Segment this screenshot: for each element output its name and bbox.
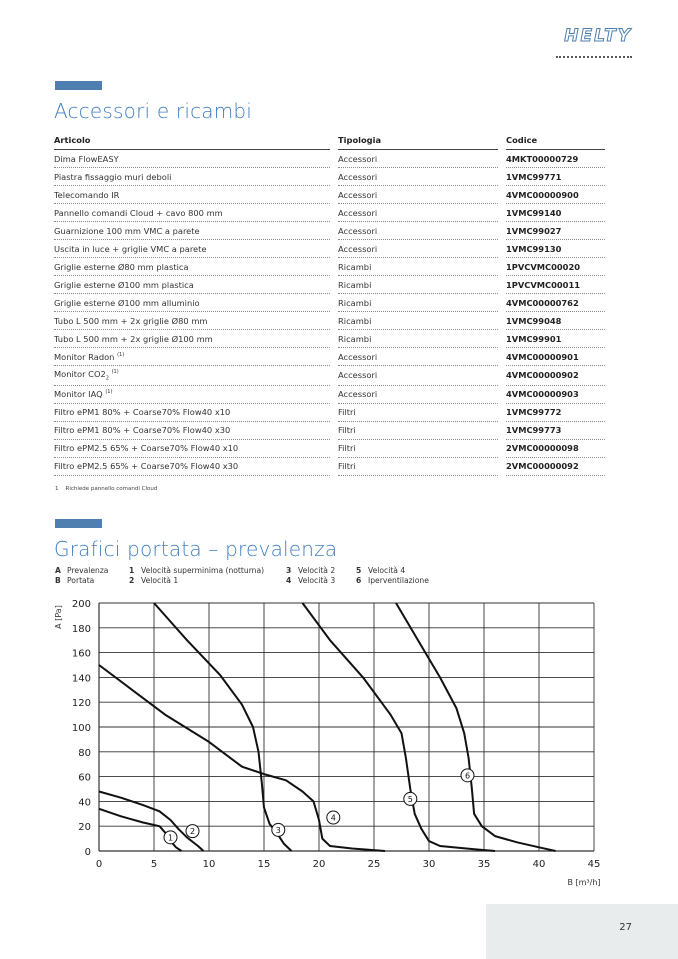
cell-type: Accessori [338, 348, 498, 366]
y-axis-label: A [Pa] [54, 605, 63, 629]
cell-type: Accessori [338, 150, 498, 168]
table-row [54, 204, 605, 222]
section-accent-bar-2 [55, 519, 102, 528]
cell-type: Accessori [338, 385, 498, 403]
cell-type: Accessori [338, 204, 498, 222]
table-header-row [54, 133, 605, 150]
series-label-6: 6 [464, 771, 471, 781]
legend-speeds-2: 3 Velocità 2 4 Velocità 3 [286, 566, 336, 585]
series-label-5: 5 [407, 794, 413, 804]
cell-type: Ricambi [338, 276, 498, 294]
cell-article: Monitor Radon $^{(1)}$ [54, 348, 330, 366]
cell-type: Ricambi [338, 330, 498, 348]
footnote: 1 Richiede pannello comandi Cloud [55, 486, 158, 492]
legend-axes: A Prevalenza B Portata [55, 566, 109, 585]
x-tick-label: 20 [312, 859, 326, 870]
section-title-chart: Grafici portata – prevalenza [54, 537, 338, 561]
cell-code: 1VMC99048 [506, 312, 605, 330]
legend-speeds-1: 1 Velocità superminima (notturna) 2 Velocità 1 [129, 566, 265, 585]
y-tick-label: 200 [71, 599, 91, 610]
page-corner-box [486, 904, 678, 959]
cell-article: Telecomando IR [54, 186, 330, 204]
cell-article: Tubo L 500 mm + 2x griglie Ø80 mm [54, 312, 330, 330]
x-tick-label: 45 [587, 859, 601, 870]
table-row [54, 312, 605, 330]
logo-dotted-rule [556, 56, 632, 58]
series-label-4: 4 [330, 813, 336, 823]
cell-article: Griglie esterne Ø100 mm plastica [54, 276, 330, 294]
cell-code: 1VMC99773 [506, 421, 605, 439]
cell-type: Filtri [338, 403, 498, 421]
table-row [54, 168, 605, 186]
table-row [54, 240, 605, 258]
y-tick-label: 160 [71, 648, 91, 660]
cell-type: Ricambi [338, 258, 498, 276]
section-title-accessories: Accessori e ricambi [54, 99, 253, 123]
header-code: Codice [506, 133, 605, 150]
cell-type: Accessori [338, 186, 498, 204]
cell-article: Dima FlowEASY [54, 150, 330, 168]
cell-article: Monitor IAQ $^{(1)}$ [54, 385, 330, 403]
table-row [54, 150, 605, 168]
x-tick-label: 35 [477, 859, 491, 870]
cell-code: 1VMC99771 [506, 168, 605, 186]
cell-article: Uscita in luce + griglie VMC a parete [54, 240, 330, 258]
cell-code: 4VMC00000903 [506, 385, 605, 403]
table-row [54, 186, 605, 204]
y-tick-label: 100 [71, 723, 91, 734]
page-number: 27 [619, 922, 632, 933]
series-line-2 [99, 792, 204, 852]
cell-type: Filtri [338, 439, 498, 457]
table-row [54, 258, 605, 276]
y-tick-label: 120 [71, 698, 91, 710]
cell-article: Guarnizione 100 mm VMC a parete [54, 222, 330, 240]
cell-article: Griglie esterne Ø80 mm plastica [54, 258, 330, 276]
y-tick-label: 0 [84, 847, 91, 858]
cell-type: Accessori [338, 366, 498, 386]
cell-code: 4VMC00000902 [506, 366, 605, 386]
cell-code: 1VMC99772 [506, 403, 605, 421]
cell-type: Ricambi [338, 312, 498, 330]
cell-type: Ricambi [338, 294, 498, 312]
table-row [54, 276, 605, 294]
cell-code: 1PVCVMC00011 [506, 276, 605, 294]
table-row [54, 403, 605, 421]
y-tick-label: 80 [78, 747, 91, 759]
cell-type: Accessori [338, 168, 498, 186]
table-row [54, 457, 605, 475]
cell-code: 1PVCVMC00020 [506, 258, 605, 276]
series-label-1: 1 [167, 833, 174, 843]
x-tick-label: 40 [532, 859, 546, 870]
table-row [54, 439, 605, 457]
y-tick-label: 180 [71, 623, 91, 635]
cell-code: 1VMC99901 [506, 330, 605, 348]
x-tick-label: 5 [150, 859, 158, 870]
cell-article: Griglie esterne Ø100 mm alluminio [54, 294, 330, 312]
table-row [54, 222, 605, 240]
cell-code: 4VMC00000900 [506, 186, 605, 204]
cell-article: Tubo L 500 mm + 2x griglie Ø100 mm [54, 330, 330, 348]
flow-pressure-chart [40, 595, 620, 895]
y-tick-label: 40 [78, 797, 91, 809]
cell-code: 4MKT00000729 [506, 150, 605, 168]
table-row [54, 330, 605, 348]
header-type: Tipologia [338, 133, 498, 150]
table-row [54, 348, 605, 366]
series-label-3: 3 [275, 825, 281, 835]
table-row [54, 366, 605, 386]
x-tick-label: 0 [95, 859, 103, 870]
header-article: Articolo [54, 133, 330, 150]
y-tick-label: 140 [71, 673, 91, 685]
table-row [54, 294, 605, 312]
cell-article: Filtro ePM1 80% + Coarse70% Flow40 x10 [54, 403, 330, 421]
section-accent-bar [55, 81, 102, 90]
series-line-1 [99, 809, 182, 851]
cell-code: 2VMC00000092 [506, 457, 605, 475]
cell-type: Accessori [338, 222, 498, 240]
cell-code: 4VMC00000901 [506, 348, 605, 366]
y-tick-label: 60 [78, 772, 91, 784]
x-tick-label: 30 [422, 859, 436, 870]
cell-type: Filtri [338, 421, 498, 439]
cell-code: 2VMC00000098 [506, 439, 605, 457]
cell-article: Piastra fissaggio muri deboli [54, 168, 330, 186]
table-row [54, 421, 605, 439]
brand-logo: HELTY [564, 26, 632, 46]
cell-code: 4VMC00000762 [506, 294, 605, 312]
accessories-table [54, 133, 605, 476]
cell-code: 1VMC99140 [506, 204, 605, 222]
cell-code: 1VMC99130 [506, 240, 605, 258]
x-axis-label: B [m³/h] [567, 878, 601, 887]
cell-article: Pannello comandi Cloud + cavo 800 mm [54, 204, 330, 222]
cell-article: Monitor $CO2_2$ $^{(1)}$ [54, 366, 330, 386]
x-tick-label: 15 [257, 859, 271, 870]
cell-type: Filtri [338, 457, 498, 475]
x-tick-label: 10 [202, 859, 216, 870]
table-row [54, 385, 605, 403]
cell-type: Accessori [338, 240, 498, 258]
y-tick-label: 20 [78, 822, 91, 834]
cell-code: 1VMC99027 [506, 222, 605, 240]
cell-article: Filtro ePM2.5 65% + Coarse70% Flow40 x30 [54, 457, 330, 475]
cell-article: Filtro ePM2.5 65% + Coarse70% Flow40 x10 [54, 439, 330, 457]
series-label-2: 2 [189, 827, 196, 837]
cell-article: Filtro ePM1 80% + Coarse70% Flow40 x30 [54, 421, 330, 439]
legend-speeds-3: 5 Velocità 4 6 Iperventilazione [356, 566, 429, 585]
x-tick-label: 25 [367, 859, 381, 870]
